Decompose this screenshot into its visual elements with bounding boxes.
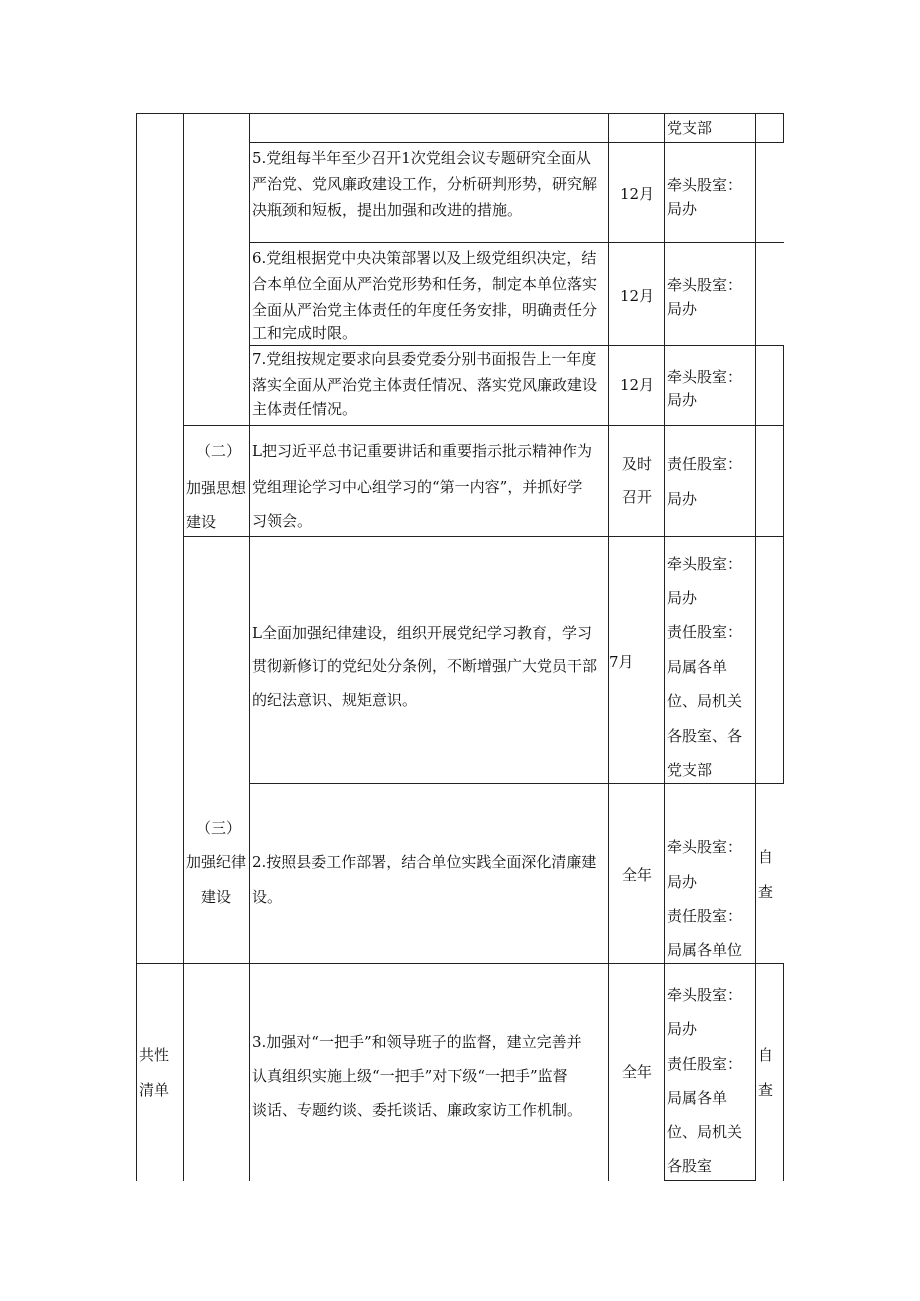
- time-cell: 及时: [622, 455, 653, 473]
- content-line: 的纪法意识、规矩意识。: [252, 691, 418, 709]
- content-line: 5.党组每半年至少召开1次党组会议专题研究全面从: [252, 149, 591, 167]
- content-line: 设。: [252, 888, 283, 906]
- grid-line: [608, 113, 609, 1181]
- dept-line: 局办: [667, 873, 698, 891]
- time-cell: 12月: [620, 185, 655, 203]
- category-line: 建设: [201, 888, 232, 906]
- dept-line: 局办: [667, 1020, 698, 1038]
- content-line: 谈话、专题约谈、委托谈话、廉政家访工作机制。: [252, 1101, 583, 1119]
- dept-line: 责任股室：: [667, 1055, 743, 1073]
- content-line: 2.按照县委工作部署，结合单位实践全面深化清廉建: [252, 853, 597, 871]
- category-line: 加强纪律: [186, 853, 247, 871]
- dept-line: 局属各单: [667, 1089, 728, 1107]
- time-cell: 召开: [622, 488, 653, 506]
- content-line: 全面从严治党主体责任的年度任务安排，明确责任分: [252, 301, 598, 319]
- dept-line: 局办: [667, 300, 698, 318]
- dept-line: 责任股室：: [667, 623, 743, 641]
- content-line: 6.党组根据党中央决策部署以及上级党组织决定，结: [252, 249, 597, 267]
- content-line: 工和完成时限。: [252, 324, 358, 342]
- content-line: 主体责任情况。: [252, 400, 358, 418]
- grid-line: [136, 113, 137, 1181]
- category-line: 加强思想: [186, 479, 247, 497]
- time-cell: 12月: [620, 287, 655, 305]
- dept-line: 各股室: [667, 1157, 713, 1175]
- category-line: 建设: [186, 513, 217, 531]
- content-line: 贯彻新修订的党纪处分条例，不断增强广大党员干部: [252, 657, 598, 675]
- dept-line: 责任股室：: [667, 907, 743, 925]
- outer-category-line: 共性: [139, 1046, 170, 1064]
- dept-line: 党支部: [667, 761, 713, 779]
- category-line: （三）: [196, 819, 242, 837]
- note-line: 自: [758, 848, 774, 866]
- grid-line: [249, 783, 784, 784]
- time-cell: 全年: [622, 1063, 653, 1081]
- grid-line: [249, 113, 250, 1181]
- dept-line: 牵头股室：: [667, 838, 743, 856]
- grid-line: [783, 963, 784, 1181]
- grid-line: [664, 1180, 756, 1181]
- content-line: 合本单位全面从严治党形势和任务，制定本单位落实: [252, 275, 598, 293]
- grid-line: [183, 113, 184, 1181]
- dept-line: 局办: [667, 200, 698, 218]
- content-line: 严治党、党风廉政建设工作，分析研判形势，研究解: [252, 175, 598, 193]
- dept-line: 牵头股室：: [667, 986, 743, 1004]
- time-cell: 12月: [620, 376, 655, 394]
- content-line: 决瓶颈和短板，提出加强和改进的措施。: [252, 201, 523, 219]
- grid-line: [183, 425, 784, 426]
- grid-line: [136, 113, 784, 114]
- content-line: 党组理论学习中心组学习的“第一内容”，并抓好学: [252, 478, 583, 496]
- content-line: L把习近平总书记重要讲话和重要指示批示精神作为: [252, 442, 592, 460]
- time-cell: 全年: [622, 866, 653, 884]
- grid-line: [249, 142, 784, 143]
- dept-line: 位、局机关: [667, 1123, 743, 1141]
- content-line: 落实全面从严治党主体责任情况、落实党风廉政建设: [252, 376, 598, 394]
- dept-line: 位、局机关: [667, 692, 743, 710]
- grid-line: [755, 113, 756, 1181]
- grid-line: [183, 536, 784, 537]
- grid-line: [783, 346, 784, 783]
- dept-line: 牵头股室：: [667, 555, 743, 573]
- dept-line: 责任股室：: [667, 455, 743, 473]
- note-line: 查: [758, 1081, 774, 1099]
- dept-line: 局属各单位: [667, 941, 743, 959]
- dept-line: 各股室、各: [667, 727, 743, 745]
- content-line: 习领会。: [252, 512, 313, 530]
- dept-line: 局办: [667, 589, 698, 607]
- dept-line: 牵头股室：: [667, 368, 743, 386]
- grid-line: [249, 242, 784, 243]
- outer-category-line: 清单: [139, 1081, 170, 1099]
- dept-line: 牵头股室：: [667, 276, 743, 294]
- time-cell: 7月: [609, 653, 634, 671]
- content-line: L全面加强纪律建设，组织开展党纪学习教育，学习: [252, 624, 592, 642]
- dept-line: 局办: [667, 391, 698, 409]
- note-line: 自: [758, 1046, 774, 1064]
- category-line: （二）: [196, 442, 242, 460]
- content-line: 7.党组按规定要求向县委党委分别书面报告上一年度: [252, 350, 597, 368]
- content-line: 认真组织实施上级“一把手”对下级“一把手”监督: [252, 1067, 568, 1085]
- dept-line: 牵头股室：: [667, 176, 743, 194]
- grid-line: [664, 113, 665, 1181]
- dept-line: 党支部: [667, 119, 713, 137]
- grid-line: [136, 963, 784, 964]
- content-line: 3.加强对“一把手”和领导班子的监督，建立完善并: [252, 1033, 582, 1051]
- grid-line: [783, 113, 784, 143]
- dept-line: 局属各单: [667, 658, 728, 676]
- dept-line: 局办: [667, 490, 698, 508]
- note-line: 查: [758, 883, 774, 901]
